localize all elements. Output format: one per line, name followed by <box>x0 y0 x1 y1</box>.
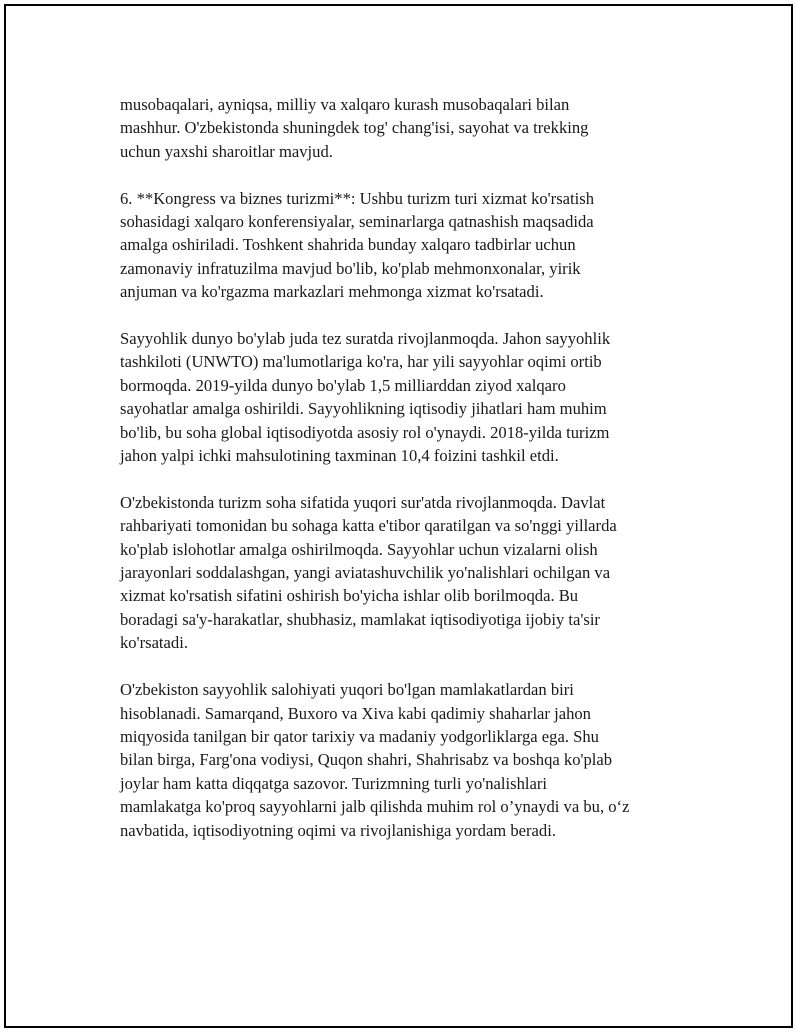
paragraph-world-tourism <box>120 327 680 467</box>
text-line: jarayonlari soddalashgan, yangi aviatashuvchilik yo'nalishlari ochilgan va <box>120 563 611 583</box>
document-body <box>120 93 680 865</box>
text-line: mashhur. O'zbekistonda shuningdek tog' chang'isi, sayohat va trekking <box>120 118 589 138</box>
text-line: ko'rsatadi. <box>120 633 188 653</box>
text-line: hisoblanadi. Samarqand, Buxoro va Xiva kabi qadimiy shaharlar jahon <box>120 703 591 723</box>
text-line: bo'lib, bu soha global iqtisodiyotda asosiy rol o'ynaydi. 2018-yilda turizm <box>120 422 610 442</box>
text-line: ko'plab islohotlar amalga oshirilmoqda. Sayyohlar uchun vizalarni olish <box>120 539 598 559</box>
paragraph-uzbekistan-potential <box>120 678 680 842</box>
text-line: 6. **Kongress va biznes turizmi**: Ushbu turizm turi xizmat ko'rsatish <box>120 188 594 208</box>
text-line: O'zbekistonda turizm soha sifatida yuqori sur'atda rivojlanmoqda. Davlat <box>120 492 606 512</box>
text-line: tashkiloti (UNWTO) ma'lumotlariga ko'ra, har yili sayyohlar oqimi ortib <box>120 352 602 372</box>
text-line: jahon yalpi ichki mahsulotining taxminan 10,4 foizini tashkil etdi. <box>120 446 559 466</box>
paragraph-sports-tourism-end <box>120 93 680 163</box>
text-line: navbatida, iqtisodiyotning oqimi va rivojlanishiga yordam beradi. <box>120 820 556 840</box>
text-line: sohasidagi xalqaro konferensiyalar, seminarlarga qatnashish maqsadida <box>120 212 594 232</box>
text-line: xizmat ko'rsatish sifatini oshirish bo'yicha ishlar olib borilmoqda. Bu <box>120 586 579 606</box>
text-line: amalga oshiriladi. Toshkent shahrida bunday xalqaro tadbirlar uchun <box>120 235 576 255</box>
text-line: joylar ham katta diqqatga sazovor. Turizmning turli yo'nalishlari <box>120 773 547 793</box>
text-line: zamonaviy infratuzilma mavjud bo'lib, ko'plab mehmonxonalar, yirik <box>120 258 581 278</box>
text-line: bilan birga, Farg'ona vodiysi, Quqon shahri, Shahrisabz va boshqa ko'plab <box>120 750 613 770</box>
text-line: sayohatlar amalga oshirildi. Sayyohlikning iqtisodiy jihatlari ham muhim <box>120 399 607 419</box>
text-line: Sayyohlik dunyo bo'ylab juda tez suratda rivojlanmoqda. Jahon sayyohlik <box>120 329 611 349</box>
text-line: uchun yaxshi sharoitlar mavjud. <box>120 141 333 161</box>
text-line: mamlakatga ko'proq sayyohlarni jalb qilishda muhim rol o’ynaydi va bu, o‘z <box>120 797 630 817</box>
text-line: rahbariyati tomonidan bu sohaga katta e'tibor qaratilgan va so'nggi yillarda <box>120 516 617 536</box>
paragraph-uzbekistan-development <box>120 491 680 655</box>
text-line: musobaqalari, ayniqsa, milliy va xalqaro kurash musobaqalari bilan <box>120 95 570 114</box>
text-line: bormoqda. 2019-yilda dunyo bo'ylab 1,5 milliarddan ziyod xalqaro <box>120 375 566 395</box>
text-line: boradagi sa'y-harakatlar, shubhasiz, mamlakat iqtisodiyotiga ijobiy ta'sir <box>120 609 600 629</box>
document-page <box>4 4 793 1028</box>
text-line: anjuman va ko'rgazma markazlari mehmonga xizmat ko'rsatadi. <box>120 282 544 302</box>
text-line: O'zbekiston sayyohlik salohiyati yuqori bo'lgan mamlakatlardan biri <box>120 680 574 700</box>
paragraph-congress-business-tourism <box>120 187 680 304</box>
text-line: miqyosida tanilgan bir qator tarixiy va madaniy yodgorliklarga ega. Shu <box>120 726 599 746</box>
